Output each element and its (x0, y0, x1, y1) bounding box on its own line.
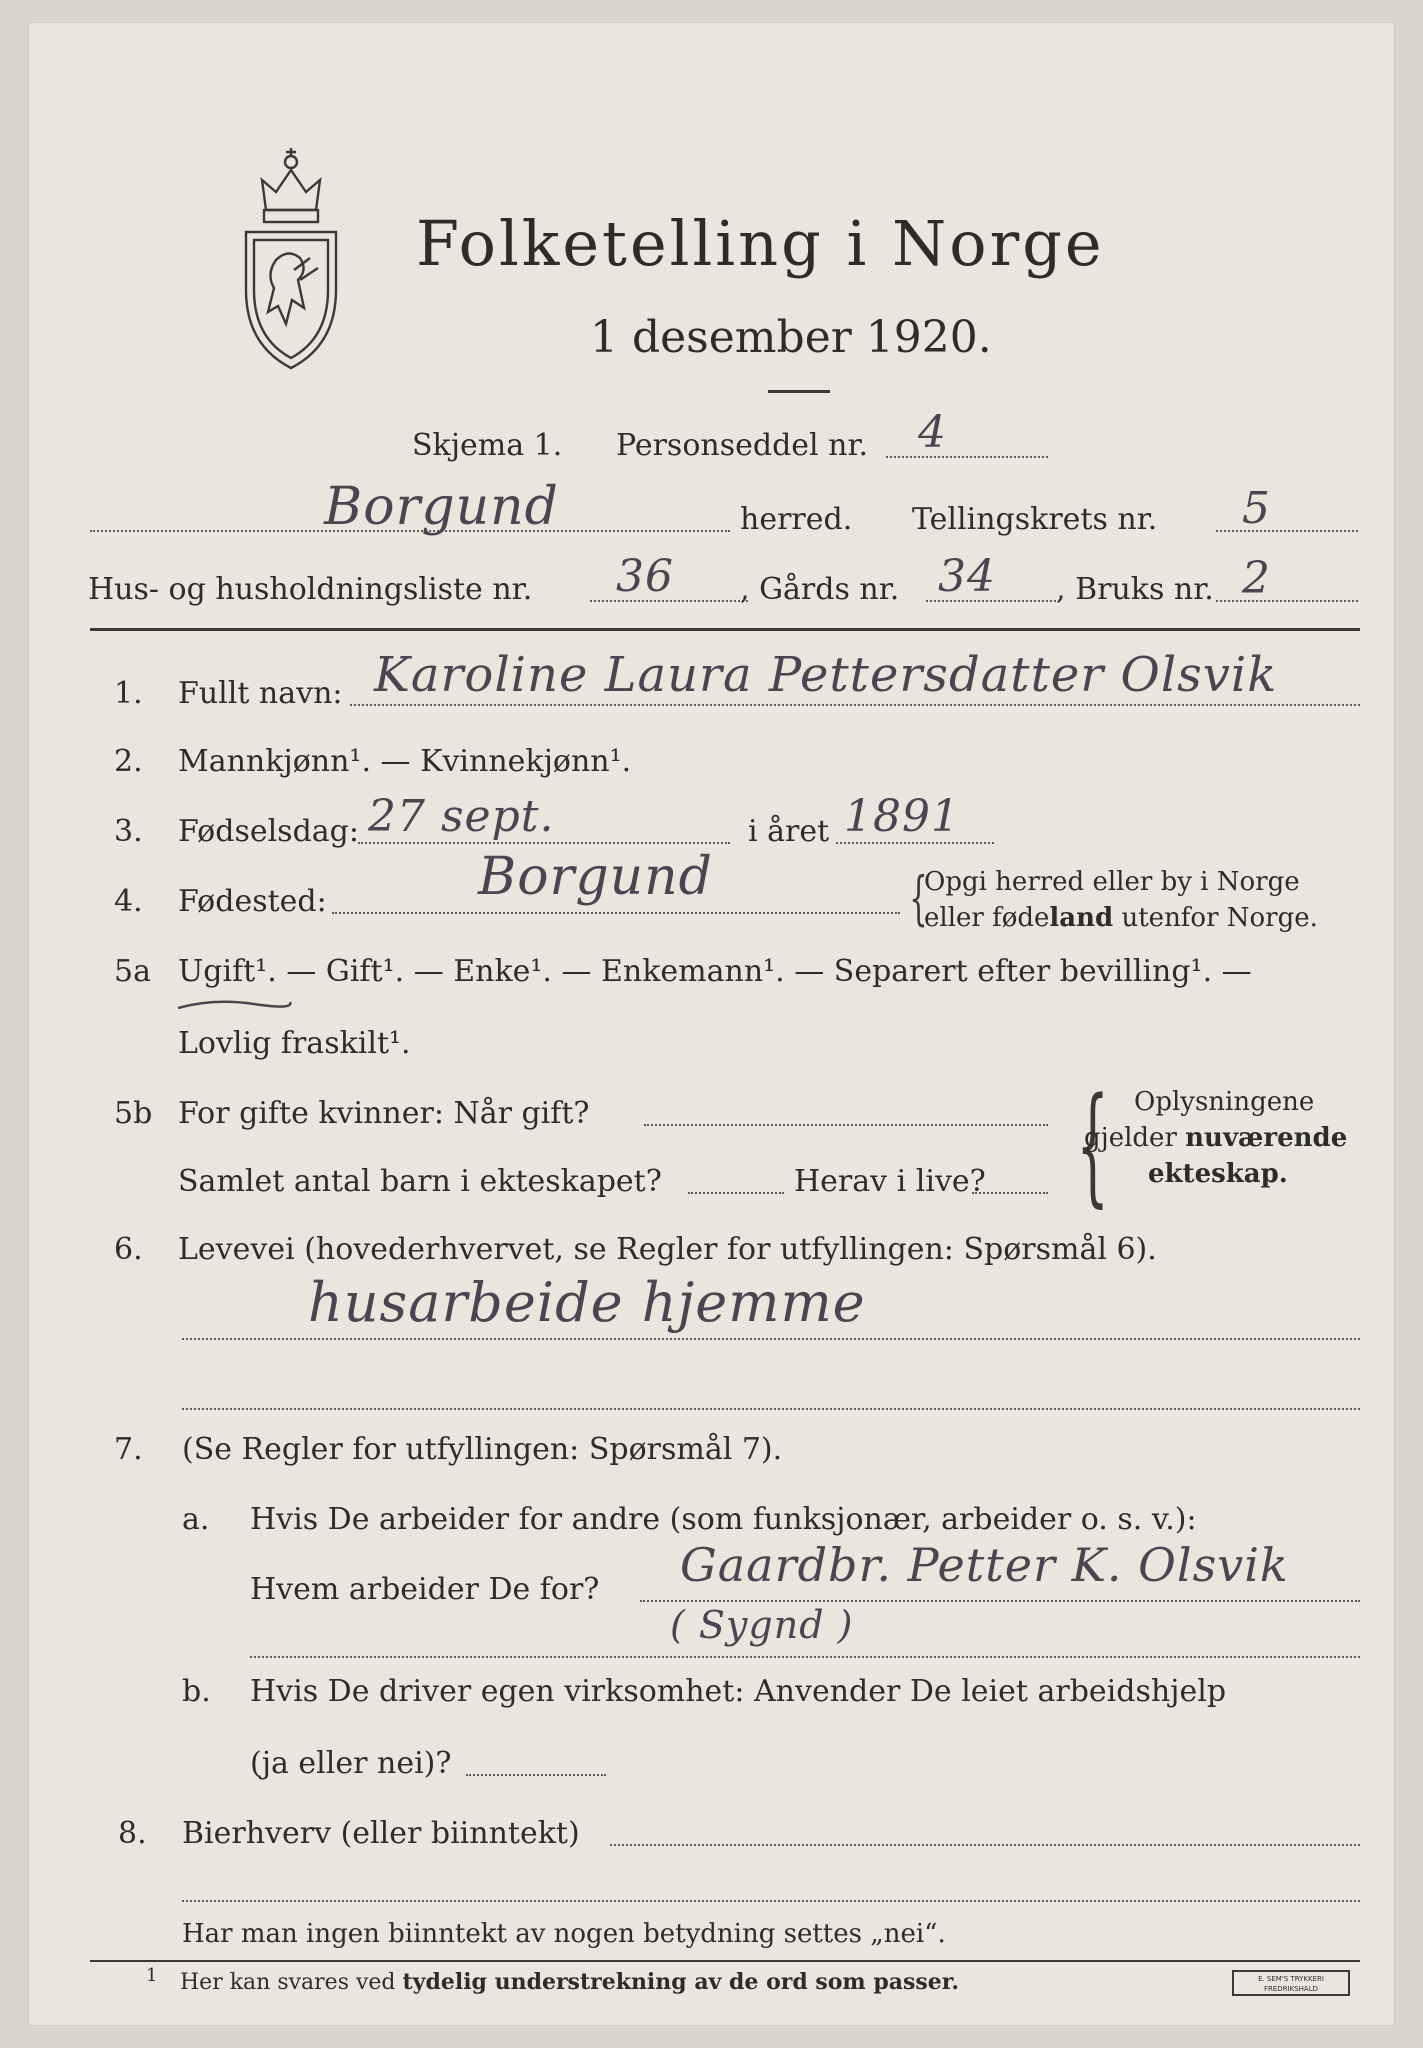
q5b-note-line3: ekteskap. (1148, 1159, 1288, 1189)
q7b-line1: Hvis De driver egen virksomhet: Anvender De leiet arbeidshjelp (250, 1674, 1227, 1709)
q5a-options: Ugift¹. — Gift¹. — Enke¹. — Enkemann¹. — Separert efter bevilling¹. — (178, 954, 1252, 989)
q5b-note-line1: Oplysningene (1134, 1087, 1315, 1117)
q8-number: 8. (118, 1816, 147, 1851)
q5a-number: 5a (114, 954, 151, 989)
q1-label: Fullt navn: (178, 676, 343, 711)
q1-value: Karoline Laura Pettersdatter Olsvik (374, 647, 1278, 703)
q3-day-value: 27 sept. (368, 791, 555, 842)
ugift-underline (174, 994, 294, 1014)
q5b-note-line2: gjelder nuværende (1084, 1123, 1348, 1153)
q7a-extra-line (250, 1656, 1360, 1658)
q6-line2 (182, 1408, 1360, 1410)
q6-number: 6. (114, 1232, 143, 1267)
tellingskrets-line (1216, 530, 1358, 532)
q8-label: Bierhverv (eller biinntekt) (182, 1816, 580, 1851)
q7a-letter: a. (182, 1502, 210, 1537)
title-divider (768, 390, 830, 393)
hus-value: 36 (616, 551, 674, 602)
q1-number: 1. (114, 676, 143, 711)
q4-label: Fødested: (178, 884, 327, 919)
schema-label: Skjema 1. (412, 428, 563, 463)
bruks-label: , Bruks nr. (1056, 572, 1214, 607)
gards-label: , Gårds nr. (740, 572, 900, 607)
q7a-employer-label: Hvem arbeider De for? (250, 1572, 600, 1607)
q4-value: Borgund (478, 847, 713, 907)
bruks-value: 2 (1242, 553, 1271, 604)
q5b-children-line (688, 1192, 784, 1194)
q2-number: 2. (114, 744, 143, 779)
q4-number: 4. (114, 884, 143, 919)
q5b-alive-label: Herav i live? (794, 1164, 986, 1199)
q2-label: Mannkjønn¹. — Kvinnekjønn¹. (178, 744, 632, 779)
q5a-options-line2: Lovlig fraskilt¹. (178, 1026, 411, 1061)
census-date: 1 desember 1920. (590, 312, 992, 363)
q8-line (610, 1844, 1360, 1846)
tellingskrets-value: 5 (1242, 483, 1271, 534)
herred-label: herred. (740, 502, 853, 537)
q7-number: 7. (114, 1432, 143, 1467)
bruks-line (1216, 600, 1358, 602)
footnote-number: 1 (146, 1965, 158, 1986)
coat-of-arms-icon (238, 140, 344, 372)
q5b-children-label: Samlet antal barn i ekteskapet? (178, 1164, 662, 1199)
q7a-line1: Hvis De arbeider for andre (som funksjonær, arbeider o. s. v.): (250, 1502, 1197, 1537)
q5b-married-when: For gifte kvinner: Når gift? (178, 1096, 590, 1131)
footnote-text: Her kan svares ved tydelig understrekning av de ord som passer. (180, 1969, 960, 1995)
q5b-alive-line (972, 1192, 1048, 1194)
q7a-employer-value: Gaardbr. Petter K. Olsvik (680, 1538, 1289, 1592)
q7-label: (Se Regler for utfyllingen: Spørsmål 7). (182, 1432, 783, 1467)
q3-year-value: 1891 (844, 791, 960, 842)
q1-line (350, 704, 1360, 706)
q5b-number: 5b (114, 1096, 153, 1131)
personseddel-value: 4 (918, 407, 947, 458)
q3-day-line (358, 842, 730, 844)
q3-year-label: i året (748, 814, 830, 849)
q4-note-brace: { (909, 864, 928, 932)
q4-note-line1: Opgi herred eller by i Norge (924, 867, 1300, 897)
q7b-line2: (ja eller nei)? (250, 1746, 452, 1781)
herred-value: Borgund (324, 477, 559, 537)
gards-value: 34 (938, 551, 996, 602)
hus-label: Hus- og husholdningsliste nr. (88, 572, 533, 607)
q6-line1 (182, 1338, 1360, 1340)
tellingskrets-label: Tellingskrets nr. (912, 502, 1158, 537)
form-title: Folketelling i Norge (416, 207, 1105, 280)
printer-mark: E. SEM'S TRYKKERI FREDRIKSHALD (1232, 1970, 1350, 1996)
q3-label: Fødselsdag: (178, 814, 359, 849)
q7b-letter: b. (182, 1674, 211, 1709)
footnote-rule (90, 1960, 1360, 1962)
q3-year-line (836, 842, 994, 844)
header-rule (90, 628, 1360, 631)
q6-value: husarbeide hjemme (308, 1271, 866, 1334)
q8-line2 (182, 1900, 1360, 1902)
biinntekt-note: Har man ingen biinntekt av nogen betydning settes „nei“. (182, 1919, 946, 1949)
q6-label: Levevei (hovederhvervet, se Regler for utfyllingen: Spørsmål 6). (178, 1232, 1157, 1267)
personseddel-line (886, 456, 1048, 458)
q5b-married-line (644, 1124, 1048, 1126)
q4-note-line2: eller fødeland utenfor Norge. (924, 903, 1318, 933)
q4-line (332, 912, 900, 914)
census-form-sheet (28, 22, 1395, 2026)
q7a-employer-place: ( Sygnd ) (670, 1603, 854, 1647)
personseddel-label: Personseddel nr. (616, 428, 869, 463)
q5b-note-brace: { (1076, 1071, 1110, 1220)
q7b-answer-line (466, 1774, 606, 1776)
q3-number: 3. (114, 814, 143, 849)
